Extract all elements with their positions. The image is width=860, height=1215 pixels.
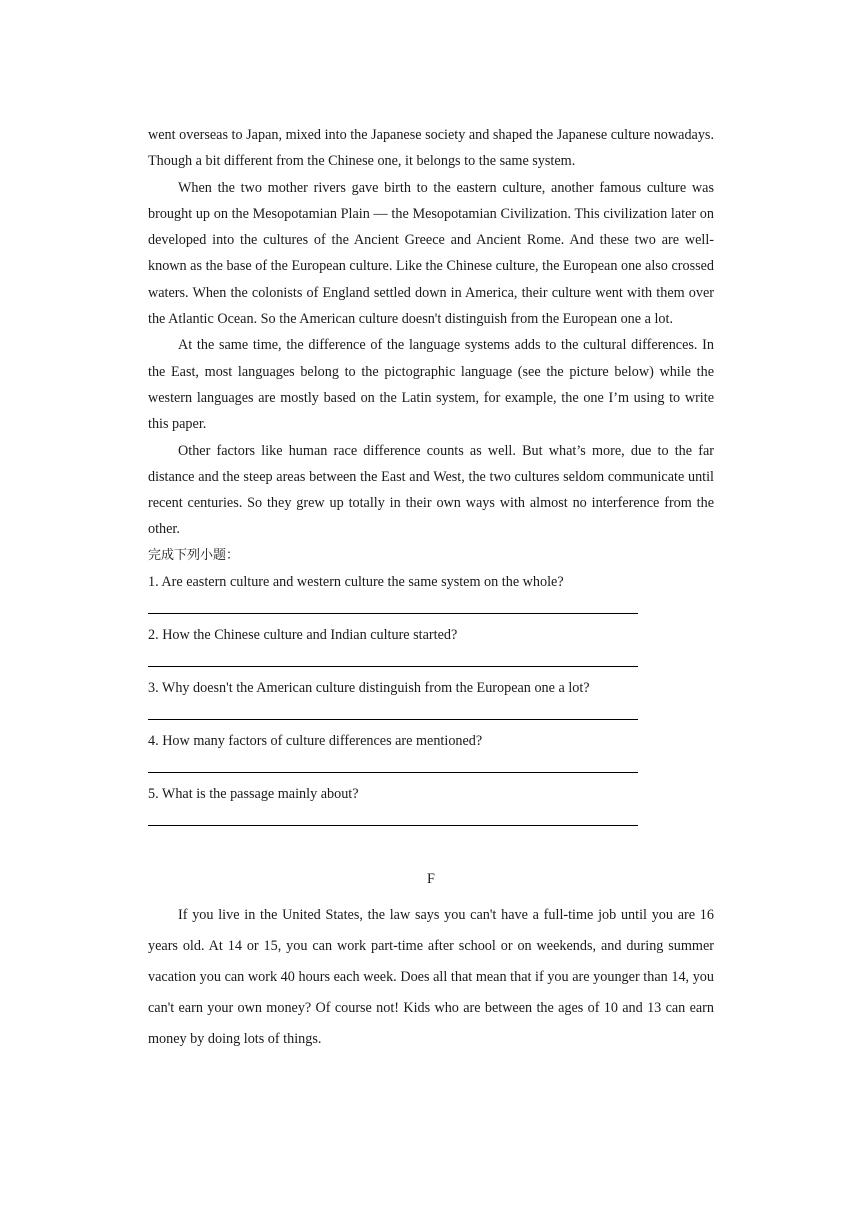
passage-paragraph: At the same time, the difference of the language systems adds to the cultural differences. In the East, most languages belong to the pictographic language (see the picture below) while the western languages are mostly based on the Latin system, for example, the one I’m using to write this paper. <box>148 337 714 433</box>
passage-paragraph: went overseas to Japan, mixed into the Japanese society and shaped the Japanese culture nowadays. Though a bit different from the Chinese one, it belongs to the same system. <box>148 127 714 170</box>
answer-line-2[interactable] <box>148 648 638 667</box>
question-list <box>148 569 714 826</box>
answer-line-3[interactable] <box>148 701 638 720</box>
question-2: 2. How the Chinese culture and Indian culture started? <box>148 626 458 643</box>
answer-line-1[interactable] <box>148 595 638 614</box>
passage-paragraph: If you live in the United States, the law says you can't have a full-time job until you are 16 years old. At 14 or 15, you can work part-time after school or on weekends, and during summer vacation you can work 40 hours each week. Does all that mean that if you are younger than 14, you can't earn your own money? Of course not! Kids who are between the ages of 10 and 13 can earn money by doing lots of things. <box>148 906 714 1047</box>
answer-line-5[interactable] <box>148 807 638 826</box>
question-5: 5. What is the passage mainly about? <box>148 785 359 802</box>
question-1: 1. Are eastern culture and western culture the same system on the whole? <box>148 573 564 590</box>
passage-paragraph: Other factors like human race difference counts as well. But what’s more, due to the far distance and the steep areas between the East and West, the two cultures seldom communicate until recent centuries. So they grew up totally in their own ways with almost no interference from the other. <box>148 442 714 538</box>
question-3: 3. Why doesn't the American culture distinguish from the European one a lot? <box>148 679 590 696</box>
instruction-text: 完成下列小题： <box>148 547 240 563</box>
document-page <box>148 122 714 1055</box>
answer-line-4[interactable] <box>148 754 638 773</box>
passage-paragraph: When the two mother rivers gave birth to the eastern culture, another famous culture was brought up on the Mesopotamian Plain — the Mesopotamian Civilization. This civilization later on developed into the cultures of the Ancient Greece and Ancient Rome. And these two are well-known as the base of the European culture. Like the Chinese culture, the European one also crossed waters. When the colonists of England settled down in America, their culture went with them over the Atlantic Ocean. So the American culture doesn't distinguish from the European one a lot. <box>148 179 714 328</box>
question-4: 4. How many factors of culture differences are mentioned? <box>148 732 483 749</box>
section-title: F <box>427 870 435 887</box>
